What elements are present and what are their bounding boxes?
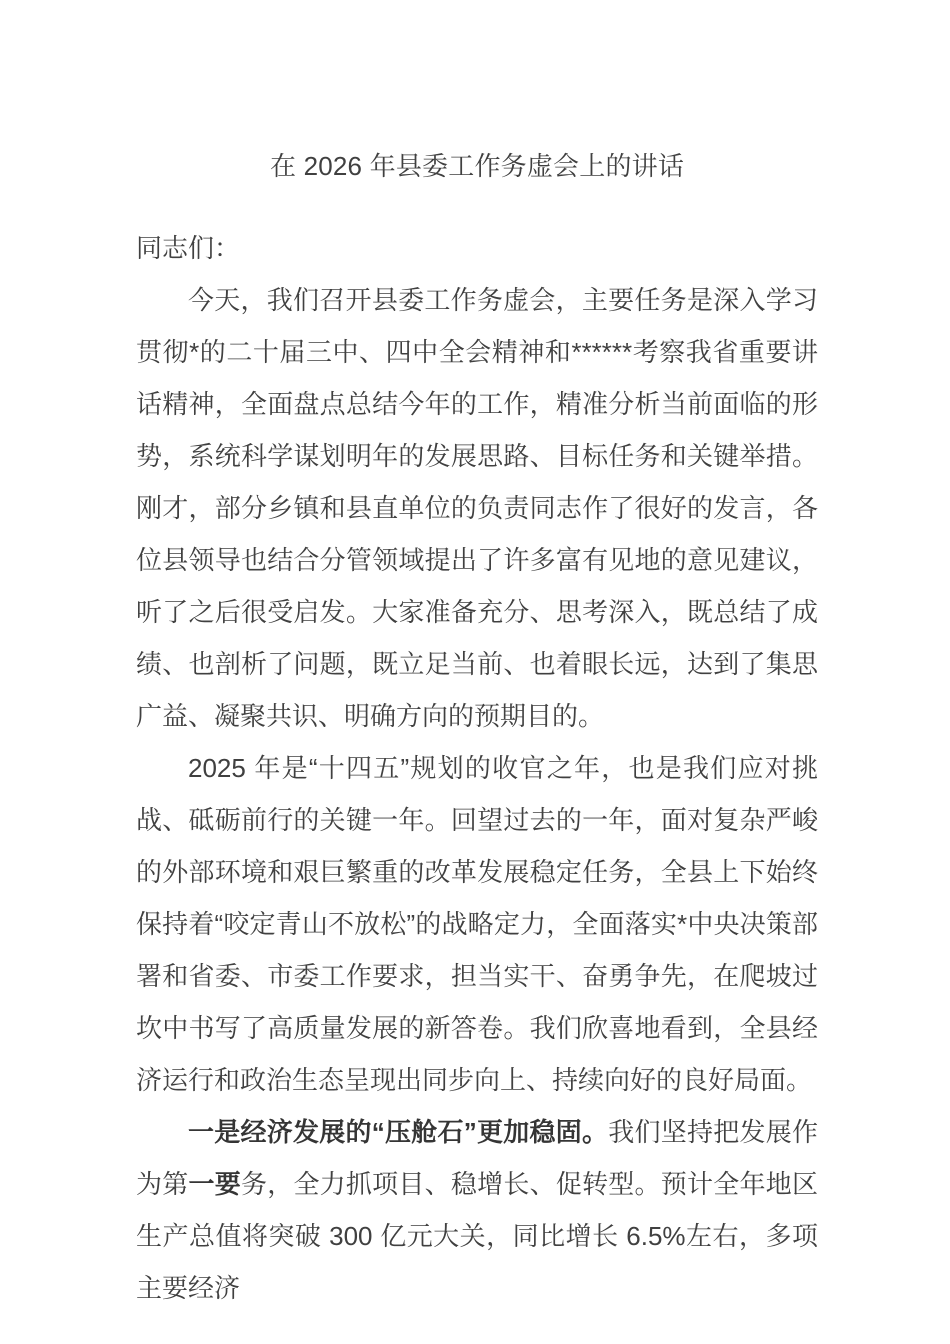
document-body xyxy=(136,140,818,1314)
paragraph-1 xyxy=(136,274,818,742)
paragraph-2-run-1: 2025 年是“十四五”规划的收官之年，也是我们应对挑战、砥砺前行的关键一年。回望过去的一年，面对复杂严峻的外部环境和艰巨繁重的改革发展稳定任务，全县上下始终保持着“咬定青山不放松”的战略定力，全面落实*中央决策部署和省委、市委工作要求，担当实干、奋勇争先，在爬坡过坎中书写了高质量发展的新答卷。我们欣喜地看到，全县经济运行和政治生态呈现出同步向上、持续向好的良好局面。 xyxy=(136,753,818,1095)
paragraph-3 xyxy=(136,1106,818,1314)
paragraph-1-run-1: 今天，我们召开县委工作务虚会，主要任务是深入学习贯彻*的二十届三中、四中全会精神和******考察我省重要讲话精神，全面盘点总结今年的工作，精准分析当前面临的形势，系统科学谋划明年的发展思路、目标任务和关键举措。刚才，部分乡镇和县直单位的负责同志作了很好的发言，各位县领导也结合分管领域提出了许多富有见地的意见建议，听了之后很受启发。大家准备充分、思考深入，既总结了成绩、也剖析了问题，既立足当前、也着眼长远，达到了集思广益、凝聚共识、明确方向的预期目的。 xyxy=(136,285,818,731)
paragraph-3-run-3: 一要 xyxy=(188,1169,241,1199)
paragraph-2 xyxy=(136,742,818,1106)
paragraph-3-run-1: 一是经济发展的“压舱石”更加稳固。 xyxy=(188,1117,609,1147)
paragraph-3-run-4: 务，全力抓项目、稳增长、促转型。预计全年地区生产总值将突破 300 亿元大关，同比增长 6.5%左右，多项主要经济 xyxy=(136,1169,818,1303)
page-title: 在 2026 年县委工作务虚会上的讲话 xyxy=(269,151,685,181)
paragraph-3-run-2: 我们坚持把发展作为第 xyxy=(136,1117,818,1199)
title-spacer xyxy=(136,192,818,222)
salutation: 同志们： xyxy=(136,233,241,263)
